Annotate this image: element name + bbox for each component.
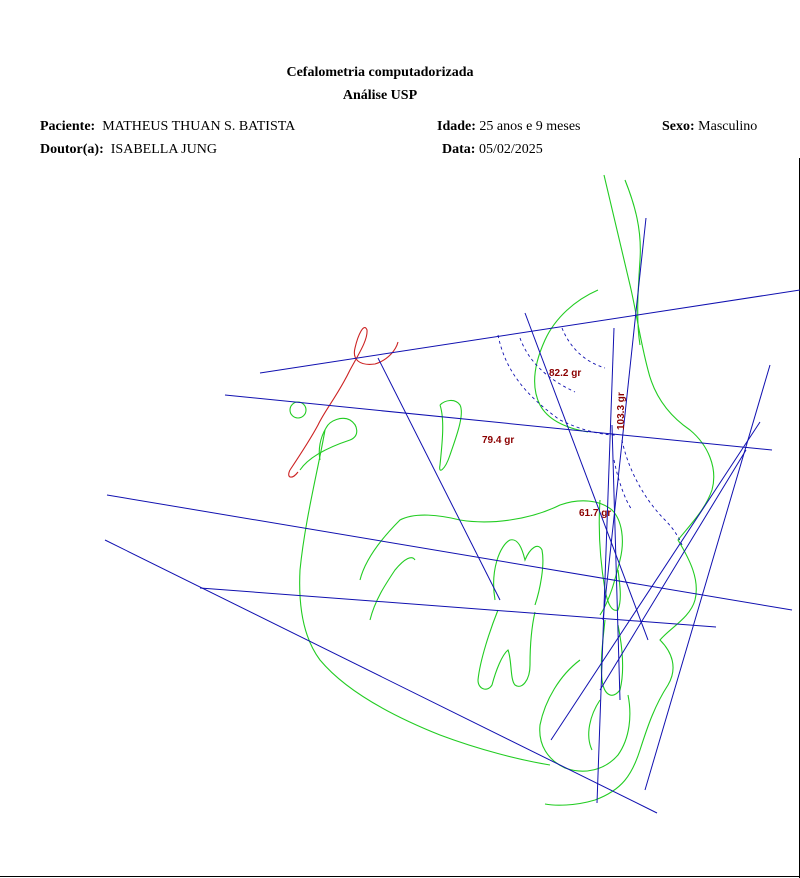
angle-label-1: 82.2 gr <box>549 368 582 379</box>
pterygoid-fissure <box>440 400 462 470</box>
arc-1 <box>498 335 615 435</box>
arc-4 <box>622 440 682 545</box>
orbit-lower-tracing <box>289 470 298 477</box>
mandibular-plane <box>105 540 657 813</box>
upper-molar <box>494 540 543 605</box>
doctor-name: ISABELLA JUNG <box>110 142 217 157</box>
sn-line <box>260 290 800 373</box>
angle-label-3: 103.3 gr <box>616 392 627 430</box>
arc-3 <box>562 328 605 368</box>
mandible-ramus <box>300 430 550 765</box>
sex-value: Masculino <box>698 119 758 134</box>
na-line <box>597 328 614 803</box>
frontal-bone-line <box>625 180 640 345</box>
soft-tissue-tracing <box>290 175 714 805</box>
lower-molar <box>478 610 535 689</box>
sex-label: Sexo: <box>662 119 695 134</box>
arc-5 <box>614 460 632 510</box>
date-label: Data: <box>442 142 476 157</box>
symphysis-inner <box>589 700 600 750</box>
report-title: Cefalometria computadorizada <box>286 65 474 80</box>
sella-turcica <box>300 418 357 470</box>
facial-profile-line <box>645 365 770 790</box>
ear-rod <box>290 402 306 418</box>
patient-label: Paciente: <box>40 119 96 134</box>
y-axis-line <box>378 358 500 600</box>
e-line <box>551 422 760 740</box>
facial-line-1 <box>525 313 648 640</box>
age-label: Idade: <box>437 119 476 134</box>
date-value: 05/02/2025 <box>478 142 543 157</box>
age-value: 25 anos e 9 meses <box>479 119 581 134</box>
reference-lines <box>105 218 800 813</box>
angle-label-4: 61.7 gr <box>579 508 612 519</box>
angle-label-2: 79.4 gr <box>482 435 515 446</box>
report-subtitle: Análise USP <box>342 88 418 103</box>
palate-lower <box>370 558 415 620</box>
mandibular-symphysis <box>540 660 630 771</box>
doctor-label: Doutor(a): <box>40 142 104 157</box>
patient-name: MATHEUS THUAN S. BATISTA <box>102 119 296 134</box>
orbitale-porion-tracing <box>290 328 398 470</box>
arc-2 <box>520 338 575 392</box>
palatal-plane <box>107 495 792 610</box>
